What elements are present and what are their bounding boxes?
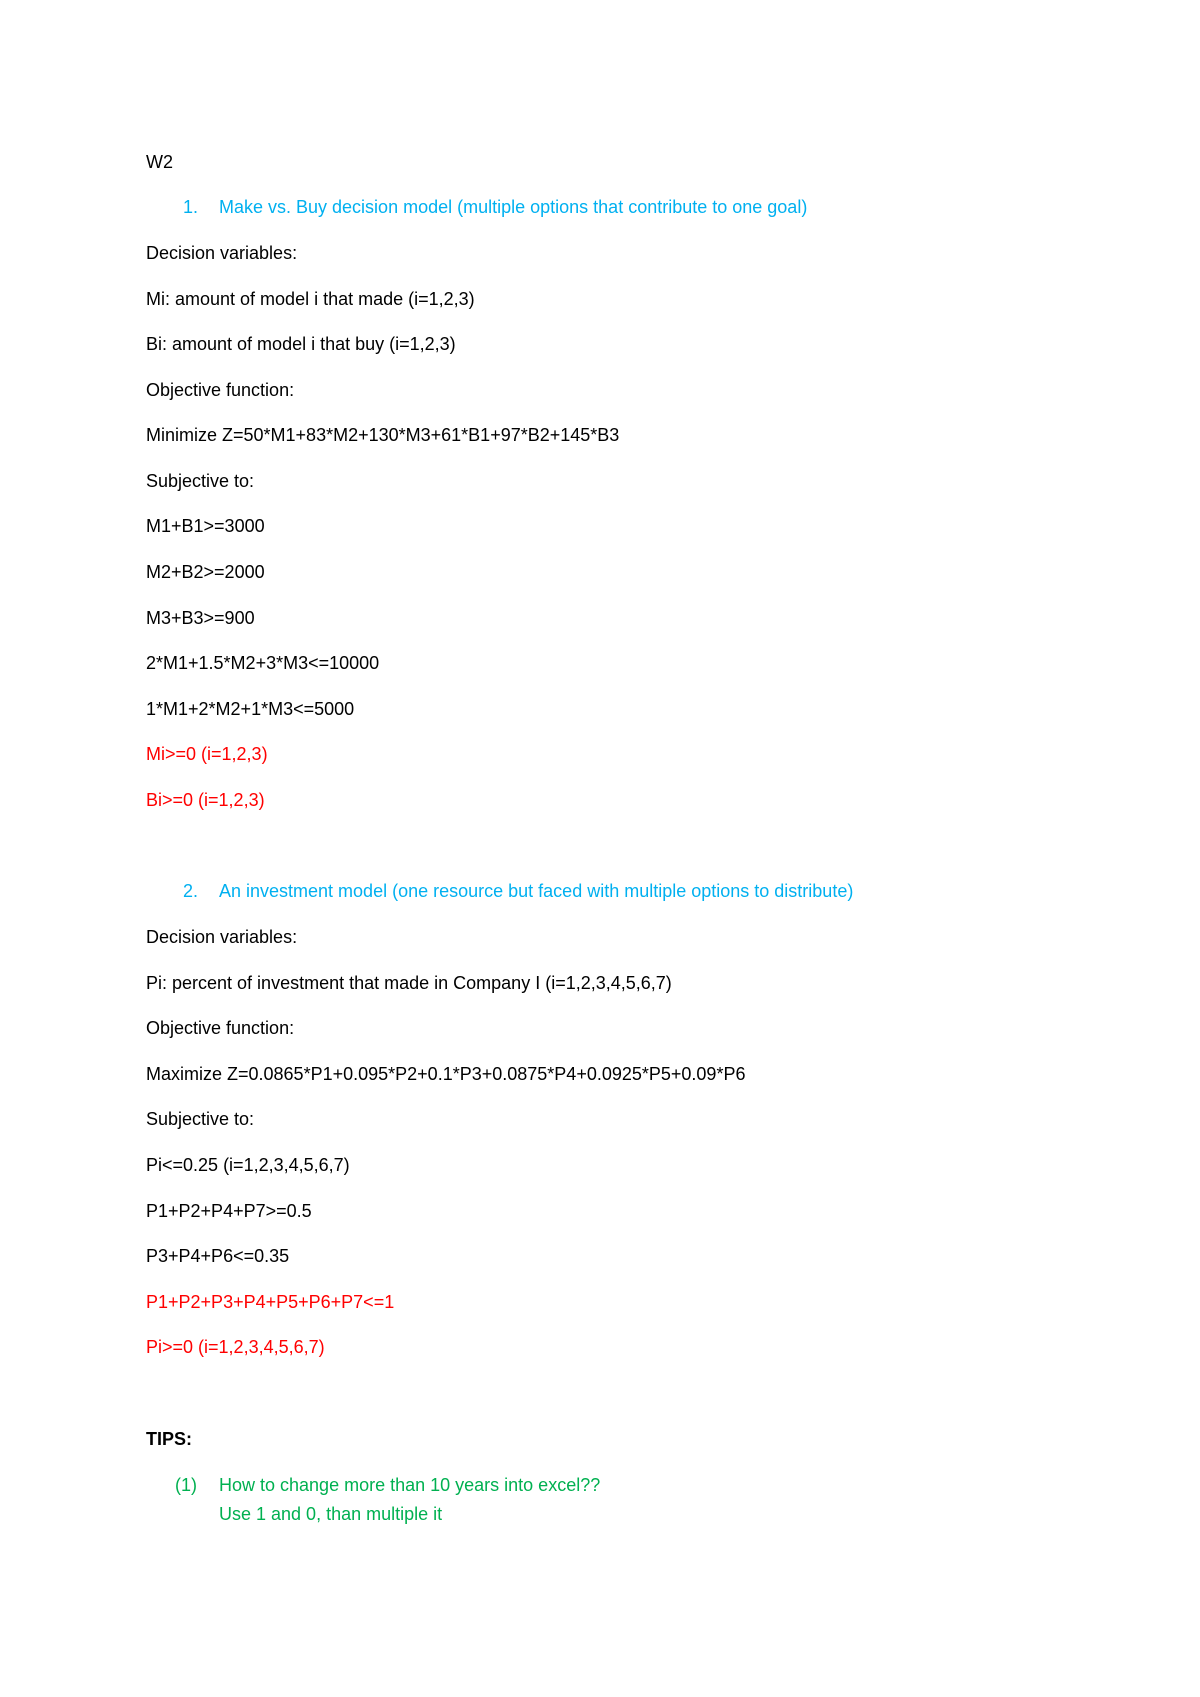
section-1-constraint: M1+B1>=3000 <box>146 516 265 536</box>
section-1-var-b: Bi: amount of model i that buy (i=1,2,3) <box>146 334 456 354</box>
section-1-constraint: 1*M1+2*M2+1*M3<=5000 <box>146 699 355 719</box>
section-1-nonneg: Bi>=0 (i=1,2,3) <box>146 790 265 810</box>
section-2-constraint: Pi<=0.25 (i=1,2,3,4,5,6,7) <box>146 1155 350 1175</box>
tip-number: (1) <box>175 1475 197 1495</box>
section-2-decision-label: Decision variables: <box>146 927 298 947</box>
section-1-number: 1. <box>183 197 199 217</box>
section-2-constraint: P1+P2+P4+P7>=0.5 <box>146 1201 312 1221</box>
section-1-objective: Minimize Z=50*M1+83*M2+130*M3+61*B1+97*B2+145*B3 <box>146 425 620 445</box>
section-2-highlighted-constraint: Pi>=0 (i=1,2,3,4,5,6,7) <box>146 1337 325 1357</box>
document-title: W2 <box>146 152 173 172</box>
section-2-title: An investment model (one resource but faced with multiple options to distribute) <box>219 881 854 901</box>
section-2-constraint: P3+P4+P6<=0.35 <box>146 1246 290 1266</box>
section-1-constraint: 2*M1+1.5*M2+3*M3<=10000 <box>146 653 380 673</box>
section-1-nonneg: Mi>=0 (i=1,2,3) <box>146 744 268 764</box>
section-2-subject-label: Subjective to: <box>146 1109 255 1129</box>
section-1-var-m: Mi: amount of model i that made (i=1,2,3) <box>146 289 475 309</box>
section-1-decision-label: Decision variables: <box>146 243 298 263</box>
section-1-constraint: M2+B2>=2000 <box>146 562 265 582</box>
section-1-constraint: M3+B3>=900 <box>146 608 255 628</box>
tips-label: TIPS: <box>146 1429 193 1449</box>
tip-answer: Use 1 and 0, than multiple it <box>219 1504 443 1524</box>
section-1-title: Make vs. Buy decision model (multiple options that contribute to one goal) <box>219 197 808 217</box>
section-2-objective: Maximize Z=0.0865*P1+0.095*P2+0.1*P3+0.0875*P4+0.0925*P5+0.09*P6 <box>146 1064 746 1084</box>
section-2-number: 2. <box>183 881 199 901</box>
section-2-objective-label: Objective function: <box>146 1018 295 1038</box>
section-2-highlighted-constraint: P1+P2+P3+P4+P5+P6+P7<=1 <box>146 1292 395 1312</box>
tip-question: How to change more than 10 years into excel?? <box>219 1475 601 1495</box>
section-1-objective-label: Objective function: <box>146 380 295 400</box>
section-2-var-p: Pi: percent of investment that made in Company I (i=1,2,3,4,5,6,7) <box>146 973 672 993</box>
section-1-subject-label: Subjective to: <box>146 471 255 491</box>
